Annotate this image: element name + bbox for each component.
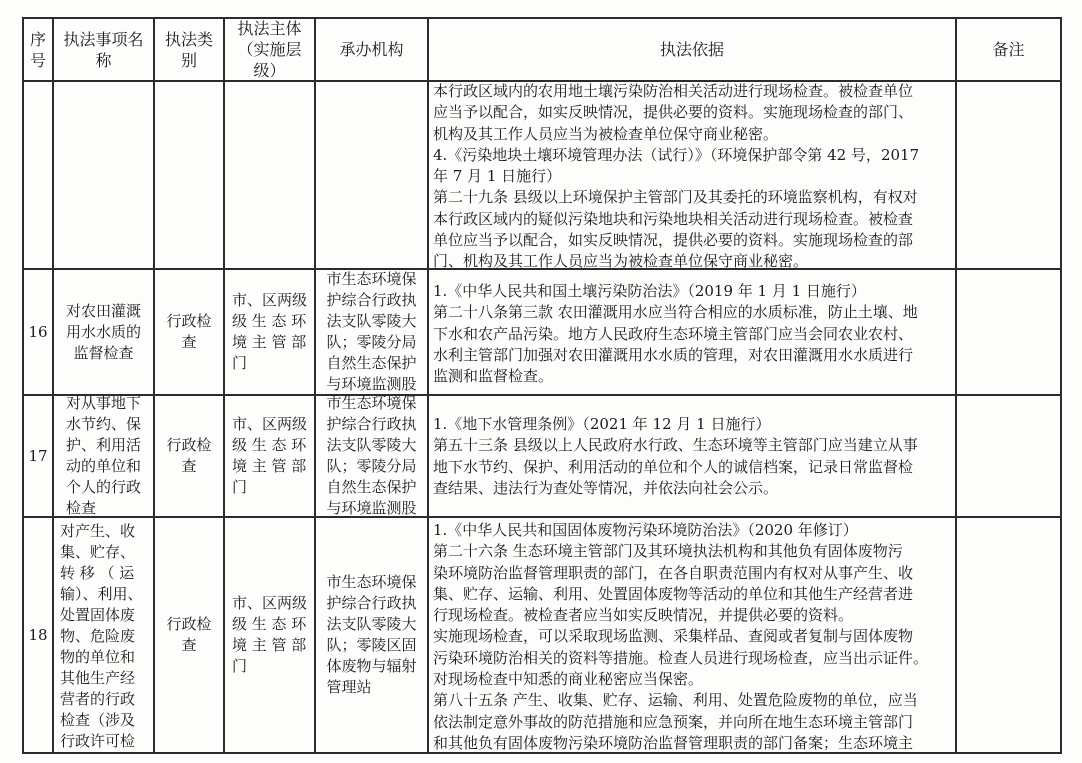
row-17-subject: 市、区两级 级 生 态 环 境 主 管 部 门 — [231, 415, 307, 496]
continuation-basis: 本行政区域内的农用地土壤污染防治相关活动进行现场检查。被检查单位 应当予以配合，如实反映情况，提供必要的资料。实施现场检查的部门、 机构及其工作人员应当为被检查单位保守商业秘密。 4.《污染地块土壤环境管理办法（试行）》（环境保护部令第 42 号，2017 年 7 月 1 日施行） 第二十九条 县级以上环境保护主管部门及其委托的环境监察机构，有权对 本行政区域内的疑似污染地块和污染地块相关活动进行现场检查。被检查 单位应当予以配合，如实反映情况，提供必要的资料。实施现场检查的部 门、机构及其工作人员应当为被检查单位保守商业秘密。 — [433, 82, 920, 271]
row-17-remark — [957, 396, 1060, 516]
header-subject: 执法主体 （实施层 级） — [237, 19, 302, 80]
row-18-seq: 18 — [28, 625, 48, 644]
header-remark: 备注 — [992, 40, 1025, 59]
row-16-subject: 市、区两级 级 生 态 环 境 主 管 部 门 — [231, 291, 307, 372]
row-16-item-name: 对农田灌溉 用水水质的 监督检查 — [65, 301, 141, 362]
row-18-category: 行政检 查 — [166, 615, 212, 654]
header-category: 执法类 别 — [164, 29, 213, 70]
row-16-seq: 16 — [28, 322, 48, 341]
header-org: 承办机构 — [339, 40, 404, 59]
row-18-basis: 1.《中华人民共和国固体废物污染环境防治法》（2020 年修订） 第二十六条 生态环境主管部门及其环境执法机构和其他负有固体废物污 染环境防治监督管理职责的部门，在各自职责范围内有权对从事产生、收 集、贮存、运输、利用、处置固体废物等活动的单位和其他生产经营者进 行现场检查。被检查者应当如实反映情况，并提供必要的资料。 实施现场检查，可以采取现场监测、采集样品、查阅或者复制与固体废物 污染环境防治相关的资料等措施。检查人员进行现场检查，应当出示证件。 对现场检查中知悉的商业秘密应当保密。 第八十五条 产生、收集、贮存、运输、利用、处置危险废物的单位，应当 依法制定意外事故的防范措施和应急预案，并向所在地生态环境主管部门 和其他负有固体废物污染环境防治监督管理职责的部门备案；生态环境主 — [433, 521, 929, 752]
row-17-category: 行政检 查 — [166, 436, 212, 475]
row-17-org: 市生态环境保 护综合行政执 法支队零陵大 队；零陵分局 自然生态保护 与环境监测股 — [326, 394, 417, 517]
row-18-subject: 市、区两级 级 生 态 环 境 主 管 部 门 — [231, 594, 307, 675]
col-divider — [427, 17, 429, 754]
table-border-right — [1060, 17, 1062, 754]
row-18-item-name: 对产生、收 集、贮存、 转 移 （ 运 输）、利用、 处置固体废 物、危险废 物的单位和 其他生产经 营者的行政 检查（涉及 行政许可检 — [60, 522, 143, 750]
header-item-name: 执法事项名 称 — [63, 29, 144, 70]
row-16-org: 市生态环境保 护综合行政执 法支队零陵大 队；零陵分局 自然生态保护 与环境监测股 — [326, 270, 417, 393]
row-17-basis: 1.《地下水管理条例》（2021 年 12 月 1 日施行） 第五十三条 县级以上人民政府水行政、生态环境等主管部门应当建立从事 地下水节约、保护、利用活动的单位和个人的诚信档案，记录日常监督检 查结果、违法行为查处等情况，并依法向社会公示。 — [433, 415, 918, 497]
row-18-org: 市生态环境保 护综合行政执 法支队零陵大 队；零陵区固 体废物与辐射 管理站 — [326, 573, 417, 696]
row-16-basis: 1.《中华人民共和国土壤污染防治法》（2019 年 1 月 1 日施行） 第二十八条第三款 农田灌溉用水应当符合相应的水质标准，防止土壤、地 下水和农产品污染。地方人民政府生态环境主管部门应当会同农业农村、 水利主管部门加强对农田灌溉用水水质的管理，对农田灌溉用水水质进行 监测和监督检查。 — [433, 282, 918, 386]
row-17-seq: 17 — [28, 446, 48, 465]
row-17-item-name: 对从事地下 水节约、保 护、利用活 动的单位和 个人的行政 检查 — [65, 394, 141, 517]
header-seq: 序 号 — [29, 29, 46, 70]
row-16-category: 行政检 查 — [166, 312, 212, 351]
row-16-remark — [957, 270, 1060, 394]
header-basis: 执法依据 — [659, 40, 724, 59]
row-18-remark — [957, 518, 1060, 752]
